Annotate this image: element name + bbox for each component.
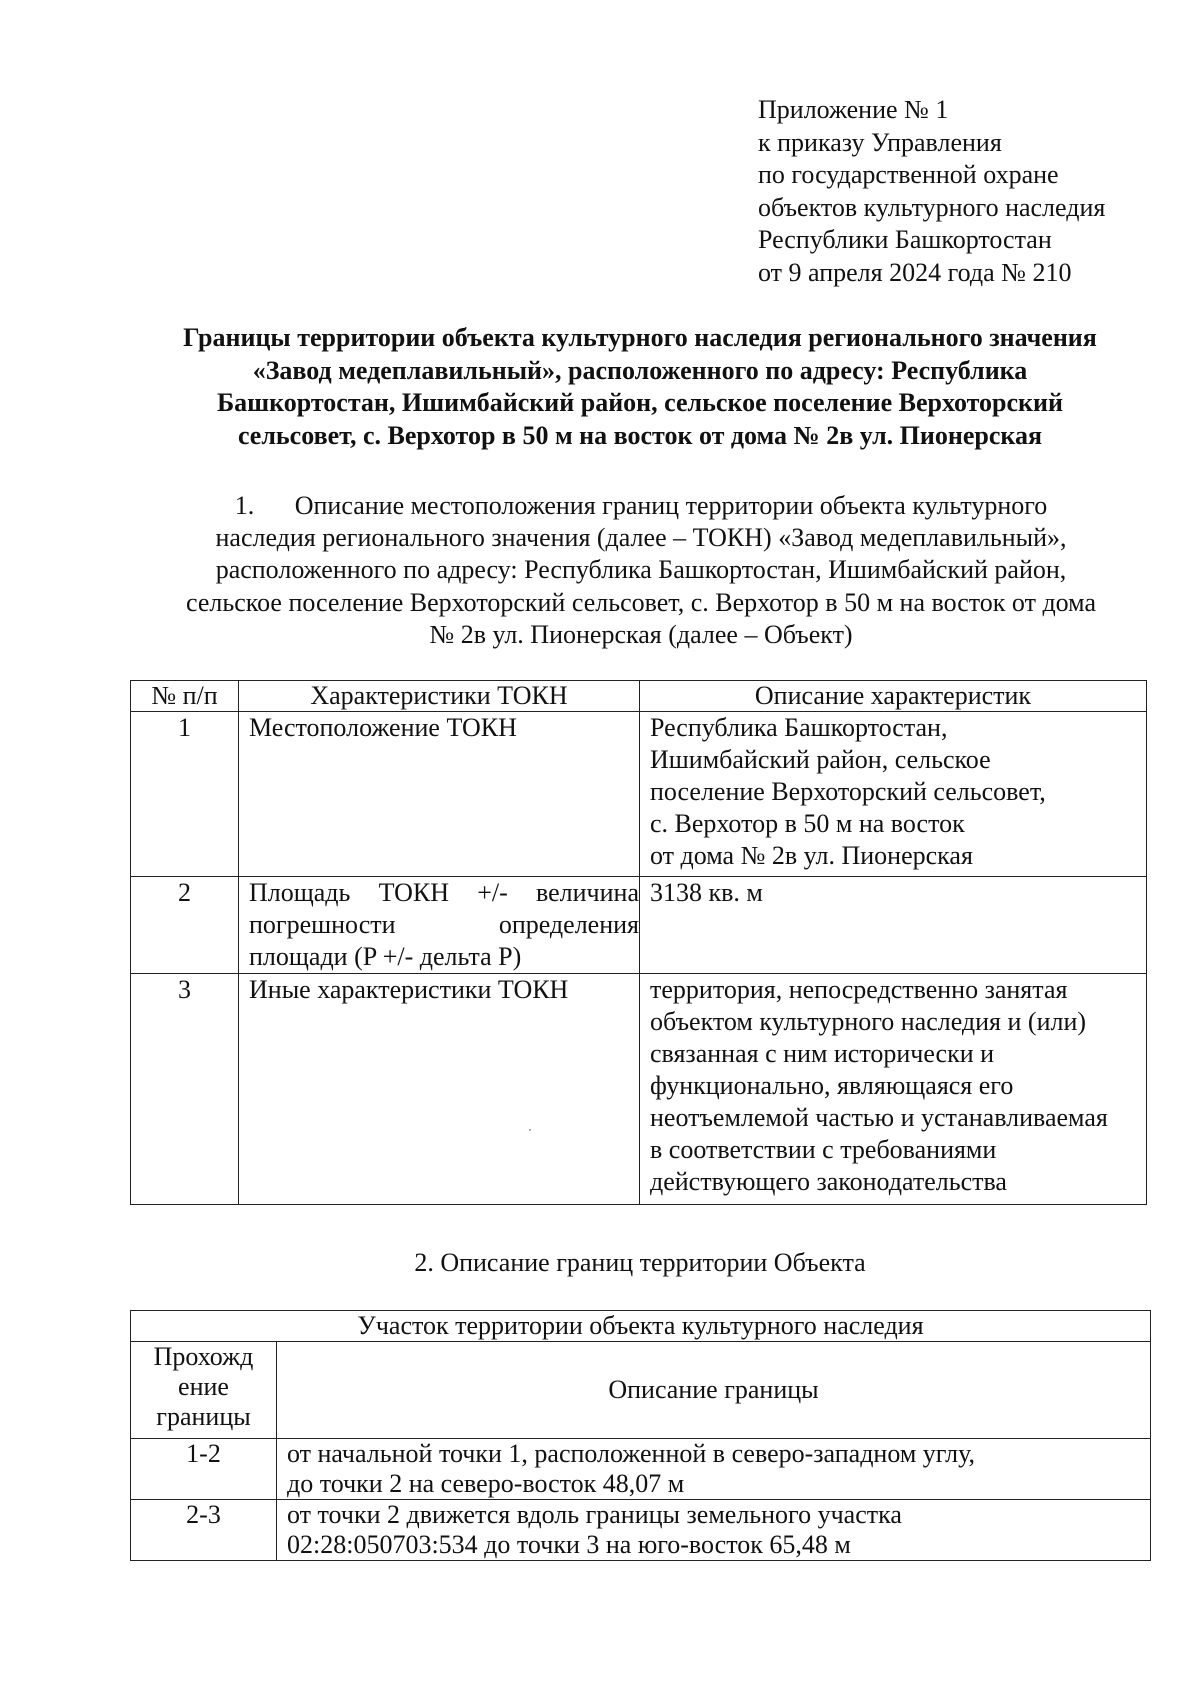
cell-line: с. Верхотор в 50 м на восток [650, 809, 965, 838]
header-boundary-description: Описание границы [277, 1342, 1151, 1439]
title-line: «Завод медеплавильный», расположенного по адресу: Республика [252, 355, 1028, 385]
title-line: Башкортостан, Ишимбайский район, сельское поселение Верхоторский [216, 388, 1063, 417]
cell-line: до точки 2 на северо-восток 48,07 м [287, 1469, 685, 1498]
row-segment: 1-2 [131, 1439, 277, 1500]
section1-heading-line: № 2в ул. Пионерская (далее – Объект) [429, 619, 853, 649]
cell-line: от дома № 2в ул. Пионерская [650, 841, 973, 870]
cell-line: Местоположение ТОКН [249, 713, 517, 742]
table-row [131, 712, 1147, 877]
cell-line: Площадь ТОКН +/- величина [249, 878, 639, 907]
header-line: границы [156, 1402, 251, 1431]
cell-line: неотъемлемой частью и устанавливаемая [650, 1103, 1108, 1132]
row-boundary-description [277, 1439, 1151, 1500]
table-row [131, 974, 1147, 1205]
scan-speck [529, 1129, 531, 1131]
appendix-line: от 9 апреля 2024 года № 210 [758, 257, 1072, 287]
boundaries-table [130, 1310, 1151, 1561]
row-number: 2 [131, 877, 239, 974]
cell-line: в соответствии с требованиями [650, 1135, 997, 1164]
header-line: ение [178, 1372, 229, 1401]
row-number: 3 [131, 974, 239, 1205]
appendix-line: Приложение № 1 [758, 95, 949, 124]
cell-line: Иные характеристики ТОКН [249, 975, 569, 1004]
table-row [131, 1439, 1151, 1500]
cell-line: площади (P +/- дельта P) [249, 942, 522, 971]
row-characteristic [239, 974, 640, 1205]
section1-heading [110, 490, 1172, 651]
header-description: Описание характеристик [640, 681, 1147, 712]
header-line: Прохожд [153, 1342, 254, 1371]
row-characteristic [239, 712, 640, 877]
section1-number: 1. [234, 491, 255, 520]
table-row [131, 877, 1147, 974]
document-title [110, 322, 1170, 452]
table-caption-row [131, 1311, 1151, 1342]
row-characteristic [239, 877, 640, 974]
cell-line: от начальной точки 1, расположенной в северо-западном углу, [287, 1439, 976, 1468]
characteristics-table [130, 680, 1147, 1205]
appendix-block [758, 94, 1105, 289]
appendix-line: к приказу Управления [758, 127, 1002, 157]
section1-heading-line: сельское поселение Верхоторский сельсовет, с. Верхотор в 50 м на восток от дома [186, 587, 1096, 617]
row-description [640, 712, 1147, 877]
row-description [640, 974, 1147, 1205]
cell-line: объектом культурного наследия и (или) [650, 1007, 1087, 1036]
row-boundary-description [277, 1500, 1151, 1561]
section1-heading-line: наследия регионального значения (далее – ТОКН) «Завод медеплавильный», [215, 523, 1067, 553]
cell-line: связанная с ним исторически и [650, 1039, 995, 1068]
appendix-line: Республики Башкортостан [758, 225, 1052, 254]
cell-line: поселение Верхоторский сельсовет, [650, 777, 1046, 806]
cell-line: 3138 кв. м [650, 878, 763, 907]
cell-line: от точки 2 движется вдоль границы земельного участка [287, 1500, 902, 1529]
section1-heading-line [110, 490, 1172, 522]
appendix-line: объектов культурного наследия [758, 192, 1106, 222]
appendix-line: по государственной охране [758, 160, 1059, 189]
header-characteristics: Характеристики ТОКН [239, 681, 640, 712]
row-segment: 2-3 [131, 1500, 277, 1561]
cell-line: функционально, являющаяся его [650, 1071, 1014, 1100]
title-line: Границы территории объекта культурного наследия регионального значения [183, 323, 1097, 352]
section1-heading-text: Описание местоположения границ территории объекта культурного [294, 491, 1048, 520]
row-description [640, 877, 1147, 974]
table-header-row [131, 1342, 1151, 1439]
title-line: сельсовет, с. Верхотор в 50 м на восток от дома № 2в ул. Пионерская [237, 420, 1043, 450]
row-number: 1 [131, 712, 239, 877]
cell-line: территория, непосредственно занятая [650, 975, 1068, 1004]
cell-line: Ишимбайский район, сельское [650, 745, 991, 774]
header-number: № п/п [131, 681, 239, 712]
header-segment [131, 1342, 277, 1439]
table-row [131, 1500, 1151, 1561]
cell-line: действующего законодательства [650, 1167, 1007, 1196]
table-caption: Участок территории объекта культурного наследия [131, 1311, 1151, 1342]
cell-line: 02:28:050703:534 до точки 3 на юго-восток 65,48 м [287, 1530, 851, 1559]
cell-line: погрешности определения [249, 910, 639, 939]
cell-line: Республика Башкортостан, [650, 713, 948, 742]
table-header-row [131, 681, 1147, 712]
section2-heading: 2. Описание границ территории Объекта [414, 1248, 866, 1277]
section1-heading-line: расположенного по адресу: Республика Башкортостан, Ишимбайский район, [215, 555, 1067, 585]
